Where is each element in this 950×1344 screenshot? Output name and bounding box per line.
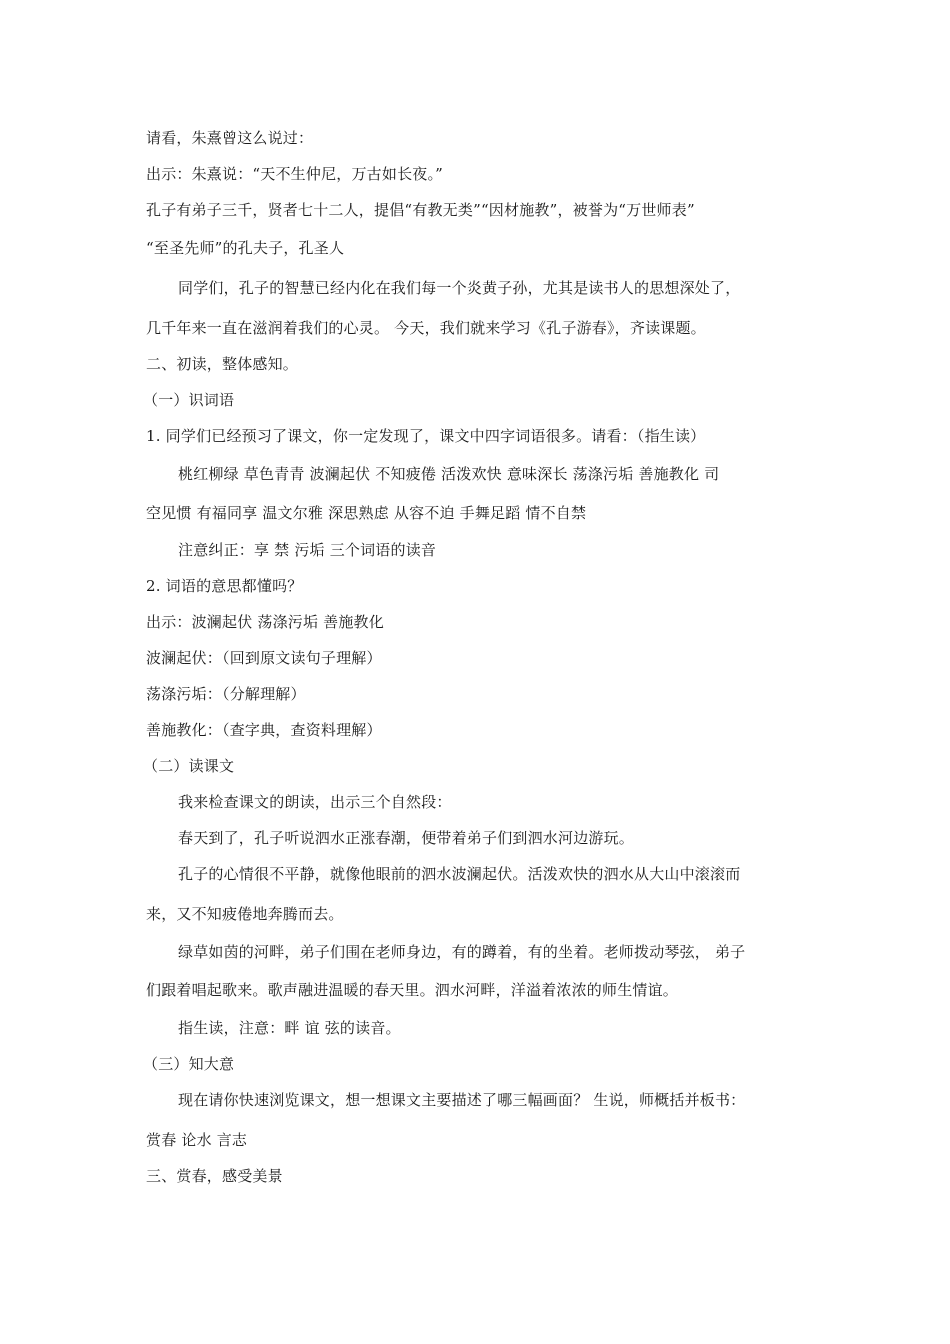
text-line: 请看，朱熹曾这么说过：	[146, 129, 314, 147]
text-line: 出示：波澜起伏 荡涤污垢 善施教化	[146, 613, 384, 631]
section-heading: 三、赏春，感受美景	[146, 1167, 283, 1185]
text-line: 们跟着唱起歌来。歌声融进温暖的春天里。泗水河畔，洋溢着浓浓的师生情谊。	[146, 981, 679, 999]
text-line: 赏春 论水 言志	[146, 1131, 248, 1149]
text-line: 波澜起伏：（回到原文读句子理解）	[146, 649, 382, 667]
text-line: 几千年来一直在滋润着我们的心灵。 今天，我们就来学习《孔子游春》，齐读课题。	[146, 319, 706, 337]
text-line: 1. 同学们已经预习了课文，你一定发现了，课文中四字词语很多。请看：（指生读）	[146, 427, 706, 445]
text-line: 来，又不知疲倦地奔腾而去。	[146, 905, 344, 923]
text-line: 我来检查课文的朗读，出示三个自然段：	[178, 793, 452, 811]
section-heading: 二、初读，整体感知。	[146, 355, 299, 373]
text-line: 2. 词语的意思都懂吗？	[146, 577, 303, 595]
text-line: 同学们，孔子的智慧已经内化在我们每一个炎黄子孙，尤其是读书人的思想深处了，	[178, 279, 741, 297]
subsection-heading: （三）知大意	[143, 1055, 235, 1073]
text-line: 孔子有弟子三千，贤者七十二人，提倡“有教无类”“因材施教”，被誉为“万世师表”	[146, 201, 695, 219]
text-line: 空见惯 有福同享 温文尔雅 深思熟虑 从容不迫 手舞足蹈 情不自禁	[146, 504, 587, 522]
text-line: 孔子的心情很不平静，就像他眼前的泗水波澜起伏。活泼欢快的泗水从大山中滚滚而	[178, 865, 741, 883]
subsection-heading: （二）读课文	[143, 757, 235, 775]
text-line: 绿草如茵的河畔，弟子们围在老师身边，有的蹲着，有的坐着。老师拨动琴弦， 弟子	[178, 943, 746, 961]
text-line: 春天到了，孔子听说泗水正涨春潮，便带着弟子们到泗水河边游玩。	[178, 829, 635, 847]
subsection-heading: （一）识词语	[143, 391, 235, 409]
text-line: 指生读，注意：畔 谊 弦的读音。	[178, 1019, 401, 1037]
text-line: “至圣先师”的孔夫子，孔圣人	[146, 239, 345, 257]
text-line: 荡涤污垢：（分解理解）	[146, 685, 306, 703]
text-line: 注意纠正：享 禁 污垢 三个词语的读音	[178, 541, 437, 559]
text-line: 桃红柳绿 草色青青 波澜起伏 不知疲倦 活泼欢快 意味深长 荡涤污垢 善施教化 司	[178, 465, 720, 483]
text-line: 出示：朱熹说：“天不生仲尼，万古如长夜。”	[146, 165, 444, 183]
text-line: 现在请你快速浏览课文，想一想课文主要描述了哪三幅画面？ 生说，师概括并板书：	[178, 1091, 746, 1109]
text-line: 善施教化：（查字典，查资料理解）	[146, 721, 382, 739]
